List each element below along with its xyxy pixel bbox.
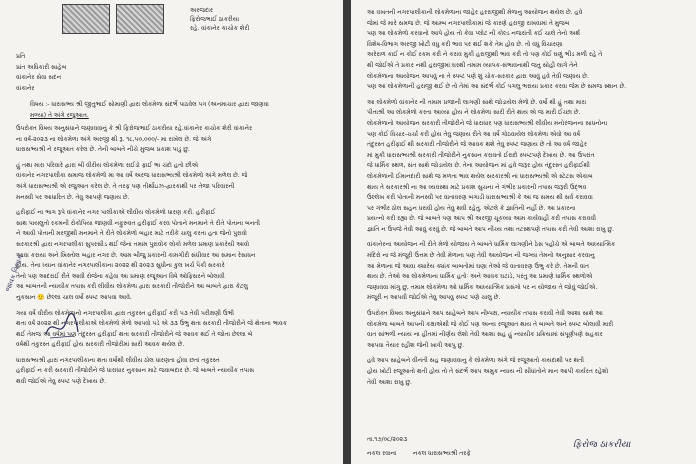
margin-handwritten-note: જાવક વિભાગ [4,253,25,293]
page-gutter [343,0,351,464]
copy-label: નકલ રવાના [367,450,397,457]
handwritten-scribble [44,312,80,342]
left-document-page [0,0,343,464]
subject-block: વિષય :- ધારાસભ્ય શ્રી જીતુભાઈ સોમાણી દ્વારા લોકમેળા સંદર્ભે પાઠવેલ પત્ર (અનમાચાર દ્વારા જાણવા મળ્યા) તે અંગે રજુઆત. [30,101,269,119]
handwritten-signature: ફિરોજ ઠાકરીયા [573,440,631,450]
sender-address: અરજદાર ફિરોજભાઈ ઠાકરીયા રહે. વાંકાનેર કાચોક શેરી [190,7,250,32]
letter-date: તા.૧૭/૦૮/૨૦૨૩ [367,436,408,443]
revenue-stamp [116,4,164,34]
right-document-page [351,0,696,464]
revenue-stamps [62,4,170,38]
body-text: ઉપરોક્ત વિષય અનુસંધાને જણાવવાનું કે શ્રી ફિરોજભાઈ ઠાકરીયા રહે.વાંકાનેર કાચોક શેરી વાંકાનેર ના વર્ષ-૨૦૨૩ ના લોકમેળા અંગે અરજી થી રૂ. ૧૮,૫૦,૦૦૦/- મા રાખેલ છે. જે અંગે ધારાસભ્યશ્રી ને રજૂઆત કરેલ છે. તેની બાબતે નીચે મુજબ પ્રકાશ પાડુ છુ. હું તથા મારા પરિવારે દ્વારા બી વીરીય લોકમેળા રાઈડો ફાઈ ભા ચંદો હતો છીએ વાંકાનેર નગરપાલીકા સમાજ લોકમેળો મા આ વર્ષે અરજ ધારાસભ્યશ્રી લોકમેળો અંગે મળેલ છે. જે અંગે ધારાસભ્યશ્રી એ રજુઆત કરેલ છે. તે તરફ પણ તીર્થોઇઝ-દ્વારકાથી પર તેજા પરિવારની મનસ્વી પર આધારિત છે. તેવુ આપણે જણાય છે. હરીફાઈ ના ભાગ રૂપે વાંકાનેર નગર પાલીકાએ લીવીય લોકમેળો ધારણ કરી. હરીફાઈ સાથ પાયલુતો રકમની રોકોપિયા જાણવી નફુરુવત હરીફાઈ કરવ પોતાને મનમાને તે રીતે પોતાના બનતી ને આવી પોતાની મરજીથી મનમાને તે રીતે લોકમેળો બહાર માટે તરીકે ચાલુ કરતા હતા જેનો પુરાવો સરકારશ્રી દ્વારા નગરપાલીકા સુપરસીડ થઈ જેના તમામ પુરાવોક લોકો મળેલ પ્રમાણ પ્રકારેયી આવો આવા કરાયા અને ખિસ્તોલ બહાર નગર છે. આમ બીજુ પ્રકારની કામગીરી સંધીવાર આ સમાન રેસાધન હોય. તેના ધ્યાન વાંકાનેર નગરપાલીકાના ૨૦૨૨ થી ૨૦૨૩ સુધીના કુલ ખર્ચ પૈકી સરકારે તેનો પણ આદરાઈ રીતે આવી રોજેના કહેવા આ પ્રમાણ રજૂઆત વિષે ઓફિસરને બોલાવી આ બાબતની ન્યાયીક તપાસ કરી લીવીય લોકમેળા દ્વારા સરકારી તીજોરીને આ બાબતે દ્વારા કેટલુ નુકસાન 🙂 છેલ્લા ચાલ વર્ષો સ્પષ્ટ આપવા આવે. ગયા વર્ષે વીરીય લોકમેળાનો નગરપાલીકા દ્વારા તકુરસ્ત હરીફાઈ કરી ૫૩ તેવી પરીક્ષણી ઉભી થતા વર્ષ ૨૦૨૨ થી નગરપાલીકાએ લોકમેળો મેળો આપવો પડે એ ૩૩ ઉભુ થતા સરકારી તીજોરીને જે થેતાના ભાવક થઈ તેમજ આ વર્ષમાં પણ તંદુરસ્ત હરીફાઈ થતા સરકારી તીજોરીને જે આવક થઈ તે જોતા છેલ્લા બે વર્ષથી તકુરસ્ત હરીફાઈ હોય સરકારી તીજોરીમાં સારી આવક થયેલ છે. ધારાસભ્યશ્રી દ્વારા નગરપાલીકાના થતા વર્ષોથી લીવીય ઠોલ ધારણતા હોવા છતાં તકુરસ્ત હરીફાઈ ન કરી સરકારી તીજોરીને જે ધારાધાર નુકસાન માટે જવાબદાર છે. જે બાબતે ન્યાયીક તપાસ થવી જોઈએ તેવુ સ્પષ્ટ પણે દેખાય છે. [16,125,287,386]
recipient-block: પ્રતિ પ્રાંત અધિકારી સાહેબ વાંકાનેર સેવા સદન વાંકાનેર [16,53,67,92]
body-text-continued: આ વખતની નગરપાલીકાની લોકમેળાના જાહેર હરરાજીથી મેળાનુ આયોજન થયેલ છે. હવે જેમાં જે મારે સમજ છે. જે આમ્બ નગરપાલીકામાં જે કારણે હરાજી રાખવામાં તે મુજબ પણ આ લોકમેળો કરવાનો આપે હોય તો કેવા પ્લોટ ની કોલ્ડ નજરાંતી કઈ ચાલે તેનો અર્થ વિશેષ-વિભાગ અરજી ખોટી વધુ કરી ભાવ પર થઈ શકે તેમ હોવ છે. તો વધુ વિચારણા અરેરાળ કાઈ ન કોઈ રકમ કરી ને કરાવ મુકી હરાજીથી ભાવ કરી તો પણ કોઈ ઘણું ભીડ મળી રહે તે થી જોઈએ તે પ્રકાર નથી હરાજીમાં ઘરથી તમામ વ્યાપક-સંભાવનાથી જતુ સોહી લાગે તેને લોકમેળાના આયોજન આપવું ના તે સ્પષ્ટ પણે શું ચોક-સરકાર દ્વારા આવું હવે તેવી જણાય છે. પણ આ લોકમેળાની હરાજી થઈ છે તો તેમાં આ સંદર્ભે કોઈ પગલુ ભરાયા પ્રકાર કરવા જેમ છે સમજ સ્થાન છે. આ લોકમેળો વાંકાનેર ની તમામ પ્રજાની લાગણી સાથે જોડાયેલ મેળો છે. વર્ષો થી હું તથા મારા પીતાશ્રી આ લોકમેળો કરતા આવ્યા હોય ને લોકમેળા સારી રીતે થાય એ જ મારી ઈચ્છા છે. લોકમેળાનો આયોજન સરકારી તીજોરીને જે ધારાધાર પણ ધારાસભ્યશ્રી લીવીય મનોરંજનના સાધનોના પણ કોઈ વિચાર-ચર્ચા કરી હોય તેવુ જણાય રીતે આ વર્ષે ગોઠવાયેલ લોકમેળા એવો આ વર્ષ તંદુરસ્ત હરીફાઈ થી સરકારી તીજોરીને જે આવક થશે તેવુ સ્પષ્ટ જણાય છે તો આ વર્ષ જાહેર માં મુકી ધારાસભ્યશ્રી સરકારી તીજોરીને નુકસાન કરાવતો ઈરાદો સ્પષ્ટપણે દેખાય છે. આ ઉપરાંત જે ધાર્મિક સ્થળ, સંત સાથે જોડાયેલ છે. તેના આયોજન માં હવે જરૂર હોય તંદુરસ્ત હરીફાઈથી લોકમેળાની ઈમાનદારી સાથે જ મળતા ભાવ થયેલ સરકારશ્રી ના ધારાસભ્યશ્રી એ સ્ટેટસ એકાબ થાય તે સરકારશ્રી ના આ વ્યવસ્થા માટે પ્રકાશ સુચના ને ગંભીર પ્રકારની તપાસ જરૂરી ઉદ્ભવ ઉલ્લેખ કરી પોતાની મનસ્વી પર વાતાવરણ બગાડી ધારાસભ્યશ્રી કે આ જ સમય થી સર્વ કરાવવા પર ગંભીર ઠોલ સહન ધરાવી હોય તેવુ થવી રહેતુ. એટલે કે જ્ઞાતિની નહીં છે. આ પ્રકારના પ્રયત્નો કરી રહ્યા છે. જે બાબતે પણ આપ શ્રી અરજી ચૂકવ્યા આમ કાર્યવાહી કરી તપાસ કરાવવી જ્ઞાતિ ન ઉપજે તેવી આવું કરવું છે. જે બાબતે આપ નીચ્ય તથા તટસ્થપણે તપાસ કરી તેવી આશા રાખુ છુ. વાંકાનેરના આયોજન ની રીતે મેળો યોજાય તે બાબતે ધાર્મિક લાગણીને ઠેસ પહોંચે એ બાબતે આધ્યાત્મિક મંદિરો ના જે મંજૂરી ઉત્તમ છે તેવી મેળાના પણ તેવી આયોજન ની જગ્યા તેમનો અનુસાર કરવાનુ આ મેળાના જે આવા ક્યારેય ક્યાંક બાબતોમાં ઘણા તેઓ જે વાતાવરણ ઉભુ કરે છે. તેમની વાત થાય છે. તેઓ આ લોકમેળાના ધાર્મિક હતોઃ અને આવક ઘટાડે, પરંતુ આ પ્રમાણે ધાર્મિક સ્થળોએ જણાવવા માંગુ છુ, તમામ લોકમેળા ઓ ધાર્મિક આધ્યાત્મિક પ્રસંગો પર ન યોજાય તે જોવું જોઈએ. મંજૂરી ન આપવી જોઈએ તેવુ આપવુ સ્પષ્ટ પણે ચાલુ છે. ઉપરોક્ત વિષય અનુસંધાને આપ સાહેબને આપ નીષ્પક્ષ, ન્યાયીક તપાસ કરાવી તેવી આશા સાથે આ લોકમેળા બાબતે આપની કક્ષાએથી જે કોઈ પણ અન્ય રજૂઆત થાય તે બાબતે અને સ્પષ્ટ બોલાવી મારી વાત સાંભળી ન્યાય ના હીતમાં નીર્ણય લેશો તેવી આશા સહ હું ન્યાયીક પ્રક્રિયામાં સંપૂર્ણપણે સહકાર આપવા તૈયાર રહીશ જેની ખાત્રી આપુ છુ. હવે આપ સાહેબને વીનંતી સહ જણાવવાનુ કે લોકમેળા અંગે જે રજૂઆતો કાયદાથી પર થતી હોય ખોટી રજૂઆતો થતી હોય તો તે સંદર્ભે આપ અમુક ન્યાય ની સીધાંતોને માન આપી કાર્યરત રહેશો તેવી આશા રાખુ છુ. [367,9,627,386]
revenue-stamp [62,4,110,34]
copy-recipient: નકલ ધારાસભ્યશ્રી તરફે [413,450,471,457]
